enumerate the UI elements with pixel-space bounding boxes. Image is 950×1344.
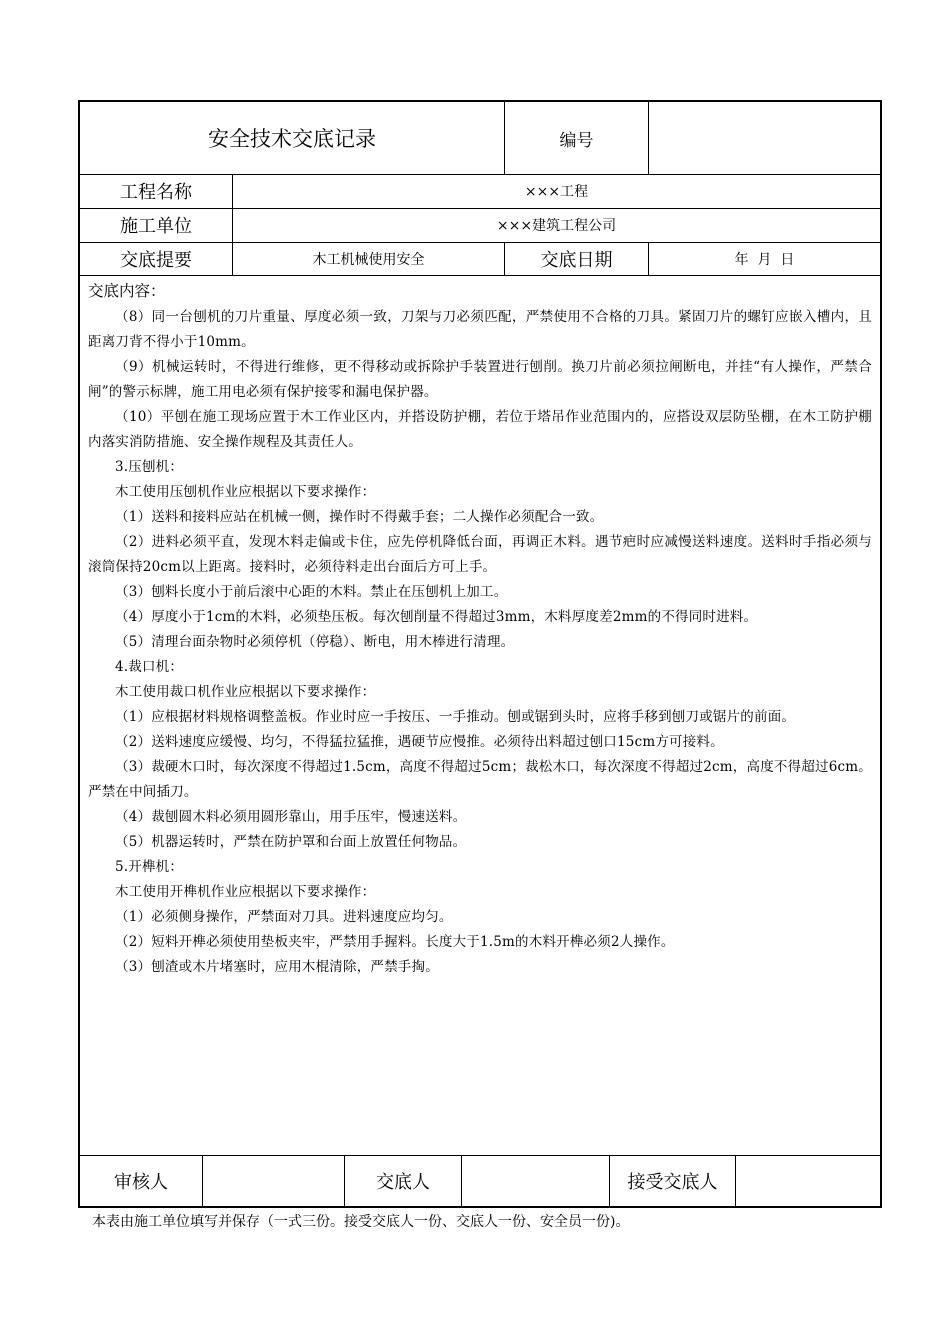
content-paragraph: 木工使用压刨机作业应根据以下要求操作： [115,484,376,500]
content-paragraph: （3）刨料长度小于前后滚中心距的木料。禁止在压刨机上加工。 [115,584,508,600]
summary-label: 交底提要 [120,249,192,271]
content-paragraph: 5.开榫机： [115,859,184,875]
receiver-field[interactable] [735,1156,880,1206]
signature-row [80,1155,880,1206]
reviewer-field[interactable] [202,1156,344,1206]
content-paragraph: （3）刨渣或木片堵塞时，应用木棍清除，严禁手掏。 [115,959,439,975]
content-paragraph: （2）短料开榫必须使用垫板夹牢，严禁用手握料。长度大于1.5m的木料开榫必须2人操作。 [115,934,675,950]
discloser-label: 交底人 [344,1156,461,1206]
project-value[interactable]: ×××工程 [232,174,880,208]
content-paragraph: （3）裁硬木口时，每次深度不得超过1.5cm，高度不得超过5cm；裁松木口，每次深度不得超过2cm，高度不得超过6cm。严禁在中间插刀。 [88,759,872,800]
header-row [80,102,880,175]
content-paragraph: （2）进料必须平直，发现木料走偏或卡住，应先停机降低台面，再调正木料。遇节疤时应减慢送料速度。送料时手指必须与滚筒保持20cm以上距离。接料时，必须待料走出台面后方可上手。 [88,534,872,575]
date-value[interactable]: 年 月 日 [648,242,880,275]
disclosure-content [80,275,880,1156]
unit-label: 施工单位 [120,216,192,237]
receiver-label: 接受交底人 [609,1156,735,1206]
content-paragraph: （1）送料和接料应站在机械一侧，操作时不得戴手套；二人操作必须配合一致。 [115,509,604,525]
number-value[interactable] [648,102,880,174]
content-paragraph: （4）裁刨圆木料必须用圆形靠山，用手压牢，慢速送料。 [115,809,467,825]
number-label: 编号 [504,102,648,174]
disclosure-form [78,100,882,1208]
project-row [80,174,880,209]
content-paragraph: （10）平刨在施工现场应置于木工作业区内，并搭设防护棚，若位于塔吊作业范围内的，应搭设双层防坠棚，在木工防护棚内落实消防措施、安全操作规程及其责任人。 [88,409,872,450]
project-label: 工程名称 [120,182,192,203]
content-paragraph: （2）送料速度应缓慢、均匀，不得猛拉猛推，遇硬节应慢推。必须待出料超过刨口15cm方可接料。 [115,734,724,750]
summary-row [80,242,880,276]
discloser-field[interactable] [461,1156,609,1206]
summary-value[interactable]: 木工机械使用安全 [232,242,504,275]
content-paragraph: 木工使用裁口机作业应根据以下要求操作： [115,684,376,700]
footnote: 本表由施工单位填写并保存（一式三份。接受交底人一份、交底人一份、安全员一份)。 [92,1214,630,1230]
content-paragraph: （1）必须侧身操作，严禁面对刀具。进料速度应均匀。 [115,909,453,925]
unit-row [80,208,880,243]
unit-value[interactable]: ×××建筑工程公司 [232,208,880,242]
content-paragraph: 木工使用开榫机作业应根据以下要求操作： [115,884,376,900]
content-paragraph: （8）同一台刨机的刀片重量、厚度必须一致，刀架与刀必须匹配，严禁使用不合格的刀具。紧固刀片的螺钉应嵌入槽内，且距离刀背不得小于10mm。 [88,309,872,350]
content-paragraph: 4.裁口机： [115,659,184,675]
date-label: 交底日期 [504,242,648,275]
content-paragraph: （1）应根据材料规格调整盖板。作业时应一手按压、一手推动。刨或锯到头时，应将手移到刨刀或锯片的前面。 [115,709,796,725]
content-paragraph: （4）厚度小于1cm的木料，必须垫压板。每次刨削量不得超过3mm，木料厚度差2mm的不得同时进料。 [115,609,758,625]
form-title: 安全技术交底记录 [208,127,376,151]
content-paragraph: （5）机器运转时，严禁在防护罩和台面上放置任何物品。 [115,834,467,850]
content-paragraph: （9）机械运转时，不得进行维修，更不得移动或拆除护手装置进行刨削。换刀片前必须拉闸断电，并挂“有人操作，严禁合闸”的警示标牌，施工用电必须有保护接零和漏电保护器。 [88,359,872,400]
content-title: 交底内容： [88,282,166,300]
content-paragraph: （5）清理台面杂物时必须停机（停稳）、断电，用木棒进行清理。 [115,634,515,650]
reviewer-label: 审核人 [114,1172,168,1193]
content-paragraph: 3.压刨机： [115,459,184,475]
